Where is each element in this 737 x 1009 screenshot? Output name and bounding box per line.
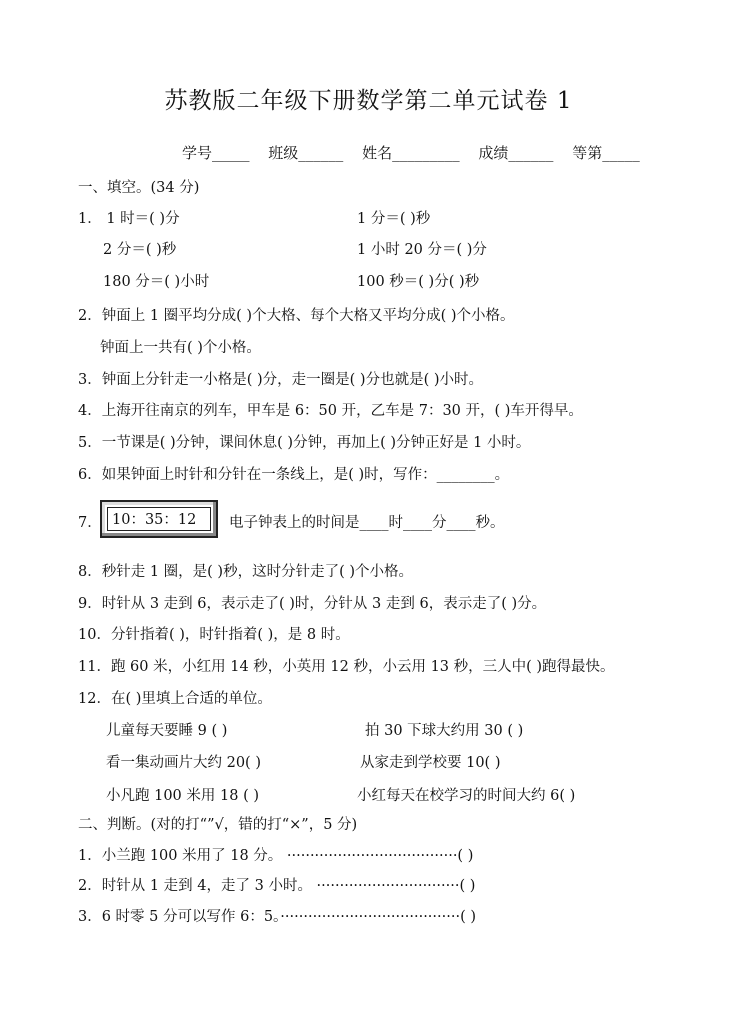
q12-c: 看一集动画片大约 20( ) bbox=[106, 755, 261, 771]
q12-f: 小红每天在校学习的时间大约 6( ) bbox=[357, 788, 576, 804]
name-field[interactable]: 姓名_________ bbox=[362, 144, 460, 162]
judgement-2: 2．时针从 1 走到 4，走了 3 小时。 ·······························( ) bbox=[78, 878, 476, 894]
question-12: 12．在( )里填上合适的单位。 bbox=[78, 691, 272, 707]
score-field[interactable]: 成绩______ bbox=[478, 144, 554, 162]
section1-heading: 一、填空。(34 分) bbox=[78, 180, 200, 196]
question-4: 4．上海开往南京的列车，甲车是 6：50 开，乙车是 7：30 开，( )车开得早。 bbox=[78, 403, 583, 419]
q1-c: 2 分＝( )秒 bbox=[103, 242, 177, 258]
section2-heading: 二、判断。(对的打“”√，错的打“×”，5 分) bbox=[78, 817, 358, 833]
question-2b: 钟面上一共有( )个小格。 bbox=[100, 340, 261, 356]
question-11: 11．跑 60 米，小红用 14 秒，小英用 12 秒，小云用 13 秒，三人中( )跑得最快。 bbox=[78, 659, 615, 675]
question-10: 10．分针指着( )，时针指着( )，是 8 时。 bbox=[78, 627, 350, 643]
student-number-field[interactable]: 学号_____ bbox=[182, 144, 250, 162]
page-title: 苏教版二年级下册数学第二单元试卷 1 bbox=[164, 88, 573, 114]
question-7-number: 7． bbox=[78, 515, 102, 531]
judgement-3: 3．6 时零 5 分可以写作 6：5。·······································( ) bbox=[78, 909, 476, 925]
q1-e: 180 分＝( )小时 bbox=[103, 274, 210, 290]
question-3: 3．钟面上分针走一小格是( )分，走一圈是( )分也就是( )小时。 bbox=[78, 372, 483, 388]
question-8: 8．秒针走 1 圈，是( )秒，这时分针走了( )个小格。 bbox=[78, 564, 414, 580]
question-9: 9．时针从 3 走到 6，表示走了( )时，分针从 3 走到 6，表示走了( )分。 bbox=[78, 596, 547, 612]
student-info-line bbox=[182, 142, 654, 163]
q1-f: 100 秒＝( )分( )秒 bbox=[357, 274, 480, 290]
q1-d: 1 小时 20 分＝( )分 bbox=[357, 242, 487, 258]
question-2a: 2．钟面上 1 圈平均分成( )个大格、每个大格又平均分成( )个小格。 bbox=[78, 308, 515, 324]
judgement-1: 1．小兰跑 100 米用了 18 分。 ·····································( ) bbox=[78, 848, 474, 864]
question-6: 6．如果钟面上时针和分针在一条线上，是( )时，写作：________。 bbox=[78, 467, 510, 483]
q12-b: 拍 30 下球大约用 30 ( ) bbox=[365, 723, 524, 739]
grade-field[interactable]: 等第_____ bbox=[572, 144, 640, 162]
digital-clock bbox=[100, 500, 218, 538]
q12-e: 小凡跑 100 米用 18 ( ) bbox=[106, 788, 259, 804]
digital-clock-display: 10：35：12 bbox=[107, 507, 211, 531]
q1-b: 1 分＝( )秒 bbox=[357, 211, 431, 227]
question-5: 5．一节课是( )分钟，课间休息( )分钟，再加上( )分钟正好是 1 小时。 bbox=[78, 435, 531, 451]
class-field[interactable]: 班级______ bbox=[268, 144, 344, 162]
q12-a: 儿童每天要睡 9 ( ) bbox=[106, 723, 228, 739]
q1-a: 1． 1 时＝( )分 bbox=[78, 211, 180, 227]
q12-d: 从家走到学校要 10( ) bbox=[360, 755, 501, 771]
question-7-text: 电子钟表上的时间是____时____分____秒。 bbox=[229, 515, 505, 531]
